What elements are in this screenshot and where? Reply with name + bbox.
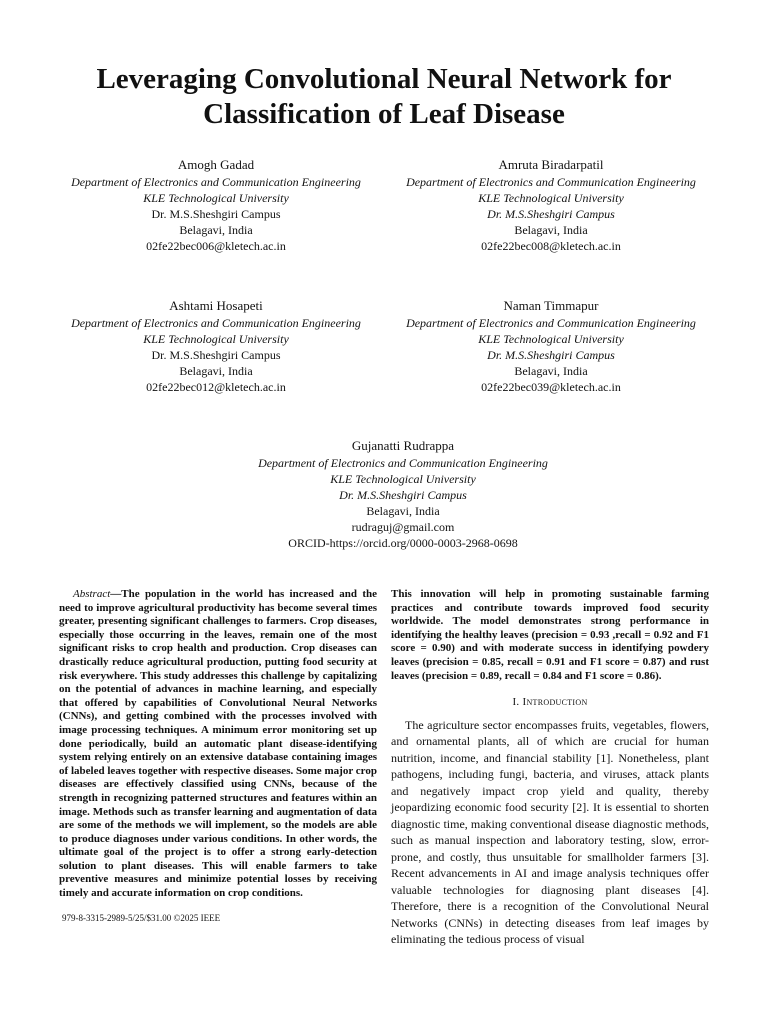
author-email[interactable]: 02fe22bec008@kletech.ac.in: [481, 239, 621, 253]
author-university: KLE Technological University: [330, 472, 476, 486]
author-name: Gujanatti Rudrappa: [351, 438, 455, 453]
author-department: Department of Electronics and Communication Engineering: [71, 175, 361, 189]
author-campus: Dr. M.S.Sheshgiri Campus: [487, 348, 615, 362]
section-title: Introduction: [522, 696, 588, 709]
author-city: Belagavi, India: [514, 364, 588, 378]
right-column: [391, 588, 709, 948]
author-department: Department of Electronics and Communication Engineering: [71, 316, 361, 330]
section-number: I.: [512, 696, 520, 709]
copyright-footnote: 979-8-3315-2989-5/25/$31.00 ©2025 IEEE: [62, 913, 221, 923]
author-block-1: [51, 156, 381, 254]
author-department: Department of Electronics and Communication Engineering: [406, 316, 696, 330]
author-block-3: [51, 297, 381, 395]
abstract-text: —The population in the world has increased and the need to improve agricultural productivity has become several times greater, presenting significant challenges to farmers. Crop diseases, especially those occurring in the leaves, remain one of the most significant risks to crop health and production. Crop diseases can drastically reduce agricultural production, putting food security at risk everywhere. This study addresses this challenge by capitalizing on the potential of advances in machine learning, and especially that offered by capabilities of Convolutional Neural Networks (CNNs), and getting combined with the processes involved with image processing techniques. A minimum error monitoring set up done periodically, build an automatic plant disease-identifying system relying entirely on an extensive database containing images of labeled leaves together with respective diseases. Some major crop diseases are effectively classified using CNNs, because of the strength in recognizing patterned structures and features within an image. Methods such as transfer learning and augmentation of data are some of the methods we will implement, so the models are able to produce diagnoses under various conditions. In other words, the ultimate goal of the project is to offer a strong early-detection solution to plant diseases. This will enable farmers to take preventive measures and minimize potential losses by receiving timely and accurate information on crop conditions.: [59, 588, 377, 900]
author-orcid[interactable]: ORCID-https://orcid.org/0000-0003-2968-0698: [288, 536, 518, 550]
abstract-label: Abstract: [73, 588, 111, 600]
author-university: KLE Technological University: [143, 332, 289, 346]
introduction-paragraph: The agriculture sector encompasses fruits, vegetables, flowers, and ornamental plants, all of which are crucial for human nutrition, income, and financial stability [1]. Nonetheless, plant pathogens, including fungi, bacteria, and viruses, attack plants and negatively impact crop yield and quality, thereby jeopardizing economic food security [2]. It is essential to shorten diagnostic time, making conventional disease diagnostic methods, such as manual inspection and laboratory testing, slow, error-prone, and costly, thus unsuitable for smallholder farmers [3]. Recent advancements in AI and image analysis techniques offer valuable technologies for diagnosing plant diseases [4]. Therefore, there is a recognition of the Convolutional Neural Networks (CNNs) in detecting diseases from leaf images by eliminating the tedious process of visual: [391, 717, 709, 947]
author-campus: Dr. M.S.Sheshgiri Campus: [339, 488, 467, 502]
abstract-continued: [391, 588, 709, 683]
author-university: KLE Technological University: [143, 191, 289, 205]
abstract-section: [59, 588, 377, 901]
author-city: Belagavi, India: [366, 504, 440, 518]
author-name: Ashtami Hosapeti: [169, 298, 263, 313]
author-university: KLE Technological University: [478, 332, 624, 346]
author-name: Amogh Gadad: [177, 157, 255, 172]
title-line-2: Classification of Leaf Disease: [203, 98, 565, 130]
author-name: Naman Timmapur: [503, 298, 599, 313]
paper-title: [0, 62, 768, 132]
author-email[interactable]: rudraguj@gmail.com: [351, 520, 455, 534]
author-city: Belagavi, India: [514, 223, 588, 237]
author-block-4: [386, 297, 716, 395]
author-department: Department of Electronics and Communication Engineering: [406, 175, 696, 189]
author-campus: Dr. M.S.Sheshgiri Campus: [151, 348, 281, 362]
abstract-continued-text: This innovation will help in promoting sustainable farming practices and contribute towards improved food security worldwide. The model demonstrates strong performance in identifying the healthy leaves (precision = 0.93 ,recall = 0.92 and F1 score = 0.90) and with moderate success in identifying powdery leaves (precision = 0.85, recall = 0.91 and F1 score = 0.87) and rust leaves (precision = 0.89, recall = 0.84 and F1 score = 0.86).: [391, 588, 709, 682]
author-block-2: [386, 156, 716, 254]
author-city: Belagavi, India: [179, 364, 253, 378]
author-campus: Dr. M.S.Sheshgiri Campus: [151, 207, 281, 221]
section-heading: [391, 696, 709, 710]
title-line-1: Leveraging Convolutional Neural Network for: [96, 63, 672, 95]
author-name: Amruta Biradarpatil: [498, 157, 604, 172]
author-campus: Dr. M.S.Sheshgiri Campus: [487, 207, 615, 221]
author-email[interactable]: 02fe22bec012@kletech.ac.in: [146, 380, 286, 394]
author-email[interactable]: 02fe22bec039@kletech.ac.in: [481, 380, 621, 394]
introduction-section: [391, 717, 709, 948]
author-department: Department of Electronics and Communication Engineering: [258, 456, 548, 470]
author-block-5: [153, 437, 653, 551]
author-email[interactable]: 02fe22bec006@kletech.ac.in: [146, 239, 286, 253]
author-university: KLE Technological University: [478, 191, 624, 205]
author-city: Belagavi, India: [179, 223, 253, 237]
